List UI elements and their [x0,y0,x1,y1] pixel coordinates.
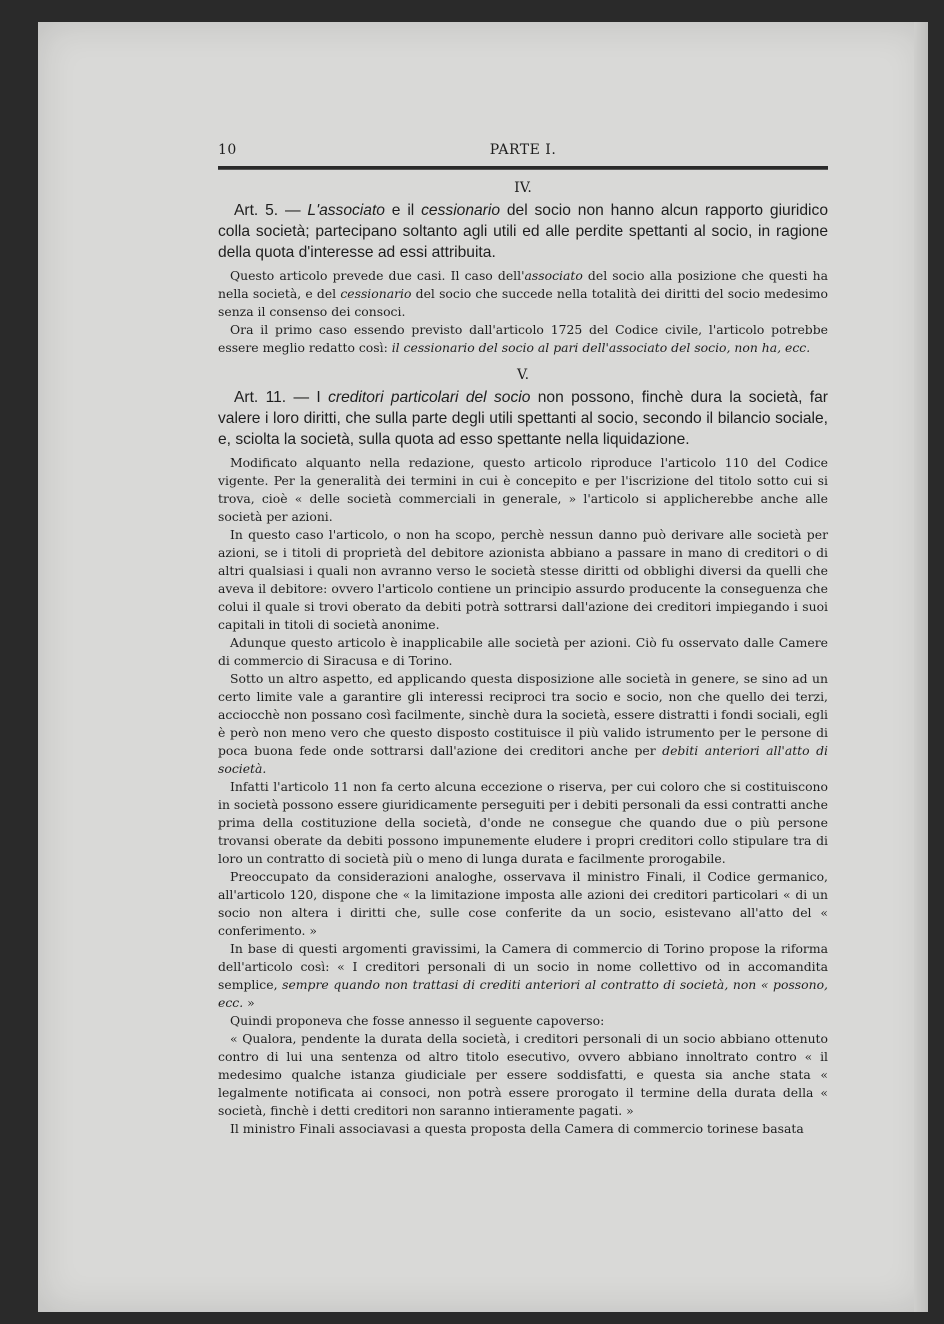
note-v-paragraph-1: Modificato alquanto nella redazione, questo articolo riproduce l'articolo 110 del Codice vigente. Per la generalità dei termini in cui è concepito e per l'iscrizione del titolo sotto cui si trova, cioè « delle società commerciali in generale, » l'articolo si applicherebbe anche alle società per azioni. [218,455,828,524]
note-v-paragraph-9: « Qualora, pendente la durata della società, i creditori personali di un socio abbiano ottenuto contro di lui una sentenza od altro titolo esecutivo, ovvero abbiano innoltrato contro « il medesimo qualche istanza giudiciale per essere soddisfatti, e questa sia anche stata « legalmente notificata ai consoci, non potrà essere prorogato il termine della durata della « società, finchè i detti creditori non saranno intieramente pagati. » [218,1031,828,1118]
book-page [38,22,928,1312]
page-edge [914,22,928,1312]
article-11-text: non possono, finchè dura la società, far valere i loro diritti, che sulla parte degli utili spettanti al socio, secondo il bilancio sociale, e, sciolta la società, sulla quota ad esso spettante nella liquidazione. [218,389,828,448]
note-italic: associato [524,268,583,283]
note-v-paragraph-6: Preoccupato da considerazioni analoghe, osservava il ministro Finali, il Codice germanico, all'articolo 120, dispone che « la limitazione imposta alle azioni dei creditori particolari « di un socio non altera i diritti che, sulle cose conferite da un socio, esistevano all'atto del « conferimento. » [218,869,828,938]
page-content [218,142,828,1138]
note-italic: il cessionario del socio al pari dell'associato del socio, non ha, ecc. [391,340,811,355]
note-v-paragraph-10: Il ministro Finali associavasi a questa proposta della Camera di commercio torinese basata [230,1121,804,1136]
header-rule [218,166,828,170]
section-heading-iv: IV. [514,180,532,196]
note-v-paragraph-8: Quindi proponeva che fosse annesso il seguente capoverso: [230,1013,605,1028]
note-text: del socio alla posizione che questi ha nella società, e del [218,268,828,301]
note-text: » [243,995,255,1010]
article-5-italic-associato: L'associato [307,202,385,219]
note-iv-paragraph-2 [218,321,828,357]
note-v-paragraph-3: Adunque questo articolo è inapplicabile alle società per azioni. Ciò fu osservato dalle Camere di commercio di Siracusa e di Torino. [218,635,828,668]
note-text: In base di questi argomenti gravissimi, la Camera di commercio di Torino propose la riforma dell'articolo così: « I creditori personali di un socio in nome collettivo od in accomandita semplice, [218,941,828,992]
article-11-lead: Art. 11. — I [234,389,329,406]
article-5-text-1: e il [384,202,422,219]
note-italic: sempre quando non trattasi di crediti anteriori al contratto di società, non « possono, ecc. [218,977,828,1010]
note-v-paragraph-5: Infatti l'articolo 11 non fa certo alcuna eccezione o riserva, per cui coloro che si costituiscono in società possono essere giuridicamente perseguiti per i debiti personali da essi contratti anche prima della costituzione della società, d'onde ne consegue che quando due o più persone trovansi oberate da debiti possono impunemente eludere i propri creditori collo stipulare tra di loro un contratto di società più o meno di lunga durata e facilmente prorogabile. [218,779,828,866]
note-v-paragraph-4 [218,670,828,778]
page-number: 10 [218,142,237,158]
note-italic: cessionario [340,286,412,301]
note-iv-paragraph-1 [218,267,828,321]
note-text: Questo articolo prevede due casi. Il caso dell' [230,268,525,283]
part-title: PARTE I. [489,142,557,158]
article-5-lead: Art. 5. — [234,202,308,219]
note-text: Sotto un altro aspetto, ed applicando questa disposizione alle società in genere, se sino ad un certo limite vale a garantire gli interessi reciproci tra socio e socio, non che quello dei terzi, acciocchè non possano così facilmente, sinchè dura la società, essere distratti i fondi sociali, egli è però non meno vero che questo disposto costituisce il più valido istrumento per le persone di poca buona fede onde sottrarsi dall'azione dei creditori anche per [218,671,828,758]
running-header [218,142,828,164]
article-11 [218,387,828,450]
section-heading-v: V. [516,367,530,383]
note-text: del socio che succede nella totalità dei diritti del socio medesimo senza il consenso dei consoci. [218,286,828,319]
article-5-italic-cessionario: cessionario [421,202,500,219]
note-v-paragraph-2: In questo caso l'articolo, o non ha scopo, perchè nessun danno può derivare alle società per azioni, se i titoli di proprietà del debitore azionista abbiano a passare in mano di creditori o di altri qualsiasi i quali non avranno verso le società stesse diritti od obblighi diversi da quelli che aveva il debitore: ovvero l'articolo contiene un principio assurdo producente la conseguenza che colui il quale si trovi oberato da debiti potrà sottrarsi dall'azione dei creditori impiegando i suoi capitali in titoli di società anonime. [218,527,828,632]
note-text: Ora il primo caso essendo previsto dall'articolo 1725 del Codice civile, l'articolo potrebbe essere meglio redatto così: [218,322,828,355]
note-italic: debiti anteriori all'atto di società. [218,743,828,776]
article-11-italic: creditori particolari del socio [328,389,531,406]
note-v-paragraph-7 [218,940,828,1012]
article-5 [218,200,828,263]
article-5-text-2: del socio non hanno alcun rapporto giuridico colla società; partecipano soltanto agli utili ed alle perdite spettanti al socio, in ragione della quota d'interesse ad essi attribuita. [218,202,828,261]
